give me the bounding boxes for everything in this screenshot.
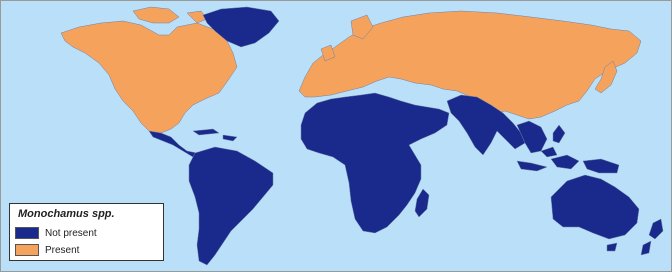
legend-title: Monochamus spp. xyxy=(18,208,115,220)
legend-swatch-not-present xyxy=(15,227,39,239)
legend-item-not-present xyxy=(15,226,97,240)
map-legend xyxy=(9,203,164,261)
legend-item-present xyxy=(15,243,79,257)
legend-label-present: Present xyxy=(45,244,80,256)
legend-label-not-present: Not present xyxy=(45,227,97,239)
legend-swatch-present xyxy=(15,244,39,256)
